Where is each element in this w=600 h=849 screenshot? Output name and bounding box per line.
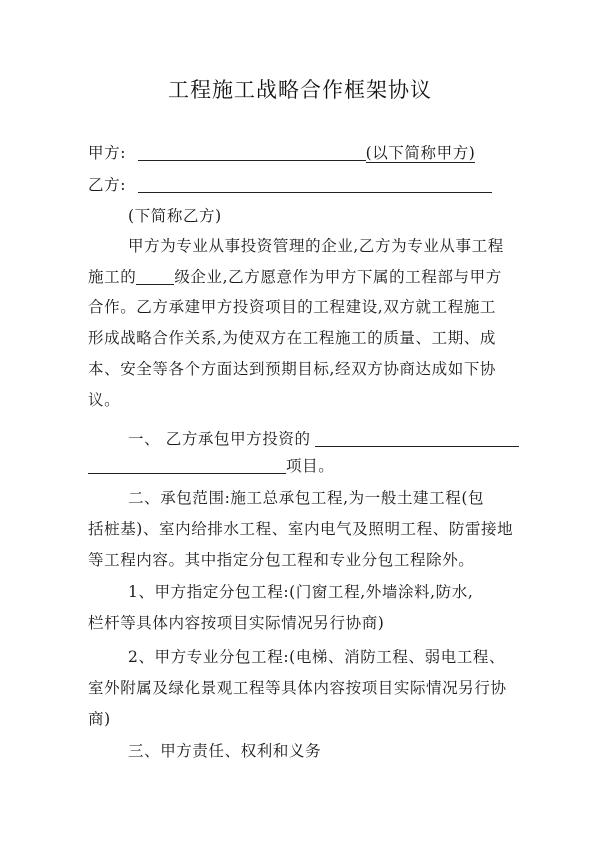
clause-1-line-1 (128, 429, 519, 449)
intro-line-6: 议。 (88, 391, 121, 409)
intro-line-3: 合作。乙方承建甲方投资项目的工程建设,双方就工程施工 (88, 298, 497, 316)
party-a-label: 甲方: (88, 144, 127, 162)
party-a-suffix: (以下简称甲方) (365, 144, 476, 162)
clause-1-end: 项目。 (286, 457, 335, 475)
clause-1-text: 一、 乙方承包甲方投资的 (128, 430, 311, 448)
sub-2-line-1: 2、甲方专业分包工程:(电梯、消防工程、弱电工程、 (128, 648, 506, 666)
sub-2-line-2: 室外附属及绿化景观工程等具体内容按项目实际情况另行协 (88, 679, 507, 697)
party-b-label: 乙方: (88, 176, 127, 194)
sub-1-line-1: 1、甲方指定分包工程:(门窗工程,外墙涂料,防水, (128, 583, 474, 601)
party-b-note: (下简称乙方) (128, 207, 222, 225)
party-a-blank (138, 144, 366, 161)
clause-2-line-1: 二、承包范围:施工总承包工程,为一般土建工程(包 (128, 489, 485, 507)
intro-line-2 (88, 267, 502, 287)
party-b-line (88, 175, 492, 195)
intro-line-1: 甲方为专业从事投资管理的企业,乙方为专业从事工程 (128, 237, 504, 255)
intro-text: 级企业,乙方愿意作为甲方下属的工程部与甲方 (174, 268, 502, 286)
intro-line-5: 本、安全等各个方面达到预期目标,经双方协商达成如下协 (88, 360, 497, 378)
project-blank-1 (315, 430, 519, 447)
clause-2-line-3: 等工程内容。其中指定分包工程和专业分包工程除外。 (88, 551, 475, 569)
intro-text: 施工的 (88, 268, 137, 286)
clause-2-line-2: 括桩基)、室内给排水工程、室内电气及照明工程、防雷接地 (88, 520, 514, 538)
clause-3-heading: 三、甲方责任、权利和义务 (128, 742, 322, 760)
project-blank-2 (88, 457, 286, 474)
intro-line-4: 形成战略合作关系,为使双方在工程施工的质量、工期、成 (88, 329, 497, 347)
sub-2-line-3: 商) (88, 710, 111, 728)
clause-1-line-2 (88, 456, 334, 476)
party-b-blank (138, 176, 492, 193)
grade-blank (136, 268, 174, 285)
party-a-line (88, 143, 475, 163)
sub-1-line-2: 栏杆等具体内容按项目实际情况另行协商) (88, 614, 385, 632)
document-title: 工程施工战略合作框架协议 (168, 78, 432, 102)
